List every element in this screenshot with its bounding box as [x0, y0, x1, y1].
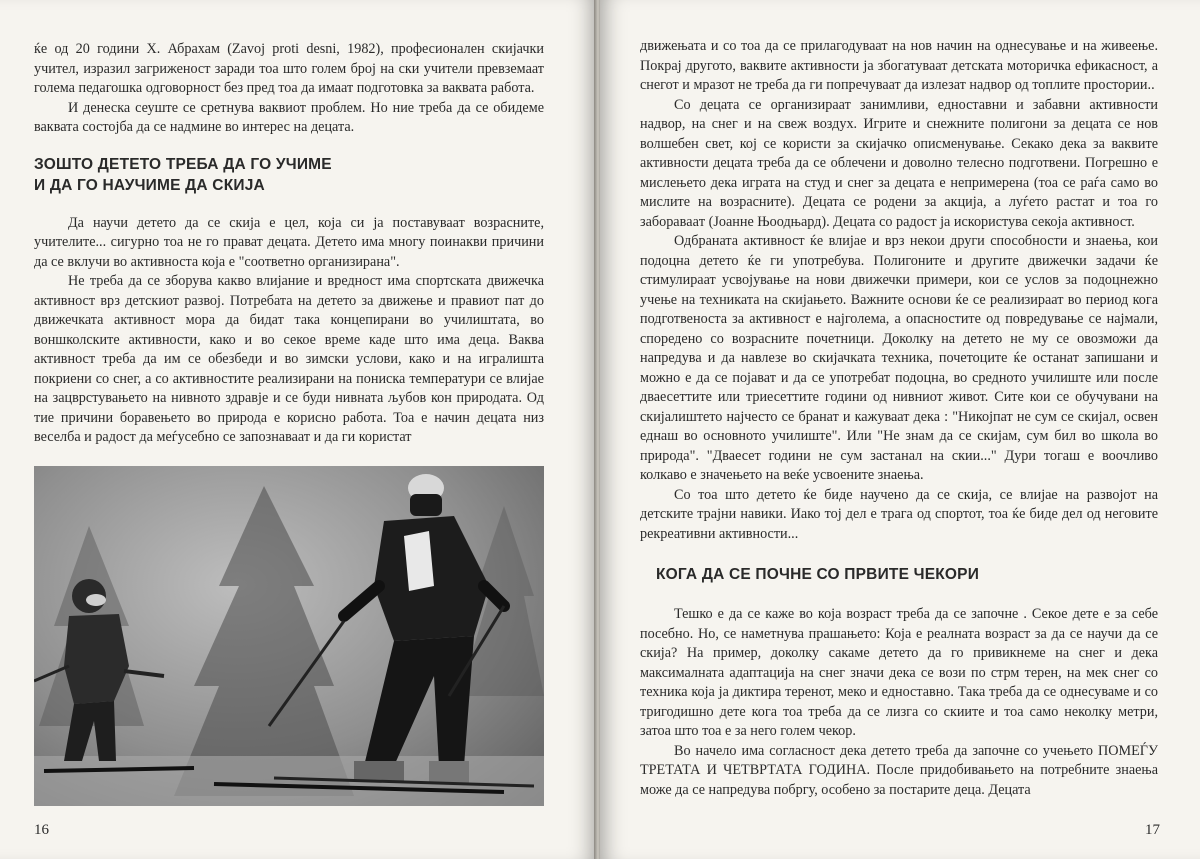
paragraph: Да научи детето да се скија е цел, која си ја поставуваат возрасните, учителите... сигурно тоа не го прават децата. Детето има многу поинакви причини да се вклучи во активноста која е "соответно организирана". [34, 214, 544, 270]
page-number: 17 [1145, 822, 1160, 838]
paragraph: Со тоа што детето ќе биде научено да се скија, се влијае на развојот на детските трајни навики. Иако тој дел е трага од спортот, тоа ќе биде дел од неговите рекреативни активности... [640, 486, 1158, 542]
page-number: 16 [34, 822, 49, 838]
paragraph: движењата и со тоа да се прилагодуваат на нов начин на однесување и на живеење. Покрај другото, ваквите активности ја збогатуваат детската моторичка ефикасност, а снегот и мразот не треба да ги попречуваат да излезат надвор од топлите простории.. [640, 38, 1158, 93]
paragraph: Во начело има согласност дека детето треба да започне со учењето ПОМЕЃУ ТРЕТАТА И ЧЕТВРТАТА ГОДИНА. После придобивањето на потребните знаења може да се напредува побргу, особено за постарите деца. Децата [640, 742, 1158, 798]
paragraph: И денеска сеуште се сретнува ваквиот проблем. Но ние треба да се обидеме ваквата состојба да се надмине во интерес на децата. [34, 99, 544, 135]
section-heading [34, 154, 544, 196]
left-page [0, 0, 596, 859]
paragraph: Не треба да се зборува какво влијание и вредност има спортската движечка активност врз детскиот развој. Потребата на детето за движење и правиот пат до движечката активност мора да бидат така концепирани во училиштата, во воншколските активности, како и во секое време каде што има деца. Ваква активност треба да им се обезбеди и во зимски услови, како и на игралишта покриени со снег, а со активностите реализирани на пониска температури се влијае на зацврстувањето на нивното здравје и се буди нивната љубов кон природата. Од тие причини боравењето во природа е корисно работа. Тоа е начин децата низ веселба и радост да меѓусебно се запознаваат и да ги користат [34, 273, 544, 445]
paragraph: Со децата се организираат занимливи, едноставни и забавни активности надвор, на снег и на свеж воздух. Игрите и снежните полигони за децата се нов волшебен свет, кој се користи за скијачко описменување. Секако дека за ваквите активности децата треба да се облечени и доволно телесно подготвени. Погрешно е мислењето дека играта на студ и снег за децата е непримерена (тоа се раѓа само во мислите на возрасните). Децата се родени за акција, а луѓето растат и тоа го заборавaaт (Јоанне Њоодњард). Децата со радост ја искористува секоја активност. [640, 96, 1158, 230]
right-page-text [640, 37, 1158, 800]
heading-line: И ДА ГО НАУЧИМЕ ДА СКИЈА [34, 176, 265, 194]
heading-line: ЗОШТО ДЕТЕТО ТРЕБА ДА ГО УЧИМЕ [34, 155, 332, 173]
skiers-illustration [34, 466, 544, 806]
paragraph: Одбраната активност ќе влијае и врз некои други способности и знаења, кои подоцна детето ќе ги употребува. Полигоните и другите движечки задачи ќе стимулираат усвојување на нови движечки примери, кои се услов за подоцнежно учење на техниката на скијањето. Важните основи ќе се реализираат во период кога подготвеноста за активност е најголема, а опасностите од повредување се најмали, споредено со возрасните почетници. Доколку на детето не му се овозможи да напредува и да навлезе во скијачката техника, почетоците ќе останат запишани и можно е да се појават и да се употребат подоцна, во средното училиште или после дваесеттите или триесеттите години од нивниот живот. Сите кои се обучувани на скијалиштето најчесто се бранат и кажуваат дека : "Никојпат не сум се скијал, освен еднаш во основното училиште". Или "Не знам да се скијам, сум бил во школа во природа". "Дваесет години не сум застанал на скии..." Дури тогаш е воочливо колкаво е значењето на веќе усвоените знаења. [640, 233, 1158, 483]
skiing-photo [34, 466, 544, 806]
paragraph: ќе од 20 години Х. Абрахам (Zavoj proti desni, 1982), професионален скијачки учител, изразил загриженост заради тоа што голем број на ски учители превземаат голема педагошка одговорност без пред тоа да имаат подготовка за ваквата работа. [34, 41, 544, 96]
left-page-text [34, 40, 544, 448]
tree-silhouette [174, 486, 354, 796]
right-page [600, 0, 1200, 859]
section-heading: КОГА ДА СЕ ПОЧНЕ СО ПРВИТЕ ЧЕКОРИ [656, 566, 980, 583]
paragraph: Тешко е да се каже во која возраст треба да се започне . Секое дете е за себе посебно. Но, се наметнува прашањето: Која е реалната возраст за да се научи да се скија? На пример, доколку сакаме детето да го привикнеме на снег и дека максималната адаптација на снег значи дека се вози по стрм терен, на мек снег со техника која ја диктира теренот, меко и едноставно. Така треба да се однесуваме и со тригодишно дете кога тоа треба да се лизга со скиите и тоа само неколку метри, затоа што тоа е за него голем чекор. [640, 606, 1158, 739]
